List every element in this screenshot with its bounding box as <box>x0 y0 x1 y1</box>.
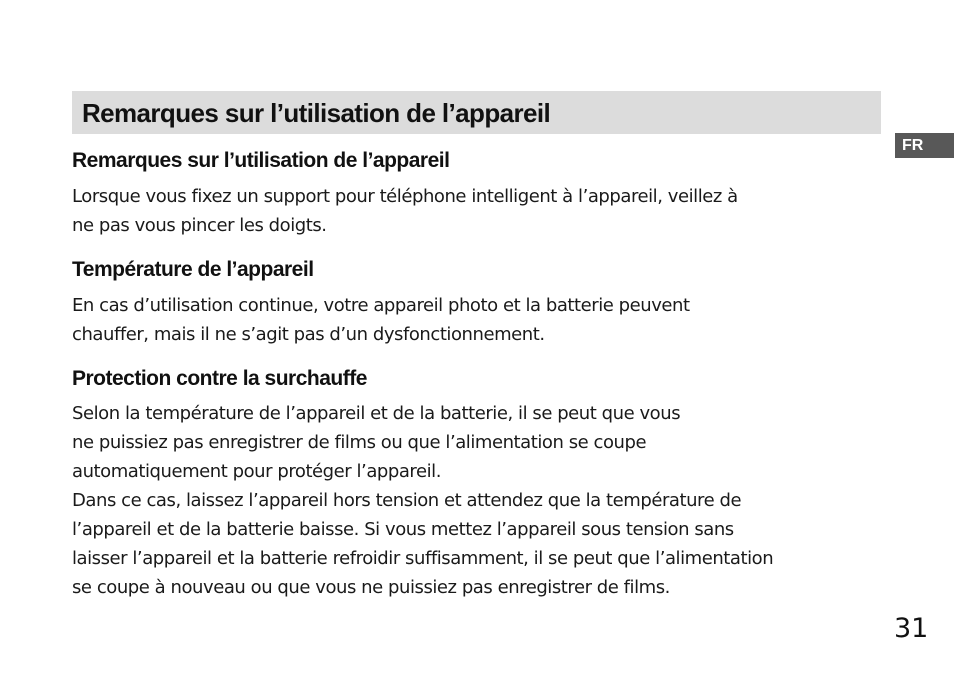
section-header-bar <box>72 91 881 134</box>
paragraph-temperature <box>72 291 884 349</box>
text-line: Lorsque vous fixez un support pour téléphone intelligent à l’appareil, veillez à <box>72 186 738 207</box>
language-tab <box>895 133 954 158</box>
text-line: ne pas vous pincer les doigts. <box>72 215 327 236</box>
text-line: En cas d’utilisation continue, votre appareil photo et la batterie peuvent <box>72 295 690 316</box>
subheading-temperature: Température de l’appareil <box>72 258 314 281</box>
paragraph-overheat-protection <box>72 399 884 602</box>
text-line: ne puissiez pas enregistrer de films ou que l’alimentation se coupe <box>72 432 647 453</box>
paragraph-usage-notes <box>72 182 884 240</box>
page-number: 31 <box>894 613 929 644</box>
subheading-overheat-protection: Protection contre la surchauffe <box>72 367 367 390</box>
text-line: laisser l’appareil et la batterie refroidir suffisamment, il se peut que l’alimentation <box>72 548 774 569</box>
text-line: l’appareil et de la batterie baisse. Si vous mettez l’appareil sous tension sans <box>72 519 734 540</box>
language-tab-label: FR <box>902 137 924 154</box>
text-line: Selon la température de l’appareil et de la batterie, il se peut que vous <box>72 403 681 424</box>
subheading-usage-notes: Remarques sur l’utilisation de l’appareil <box>72 149 450 172</box>
text-line: automatiquement pour protéger l’appareil. <box>72 461 441 482</box>
text-line: chauffer, mais il ne s’agit pas d’un dysfonctionnement. <box>72 324 545 345</box>
text-line: Dans ce cas, laissez l’appareil hors tension et attendez que la température de <box>72 490 742 511</box>
text-line: se coupe à nouveau ou que vous ne puissiez pas enregistrer de films. <box>72 577 670 598</box>
section-title: Remarques sur l’utilisation de l’appareil <box>82 98 551 128</box>
